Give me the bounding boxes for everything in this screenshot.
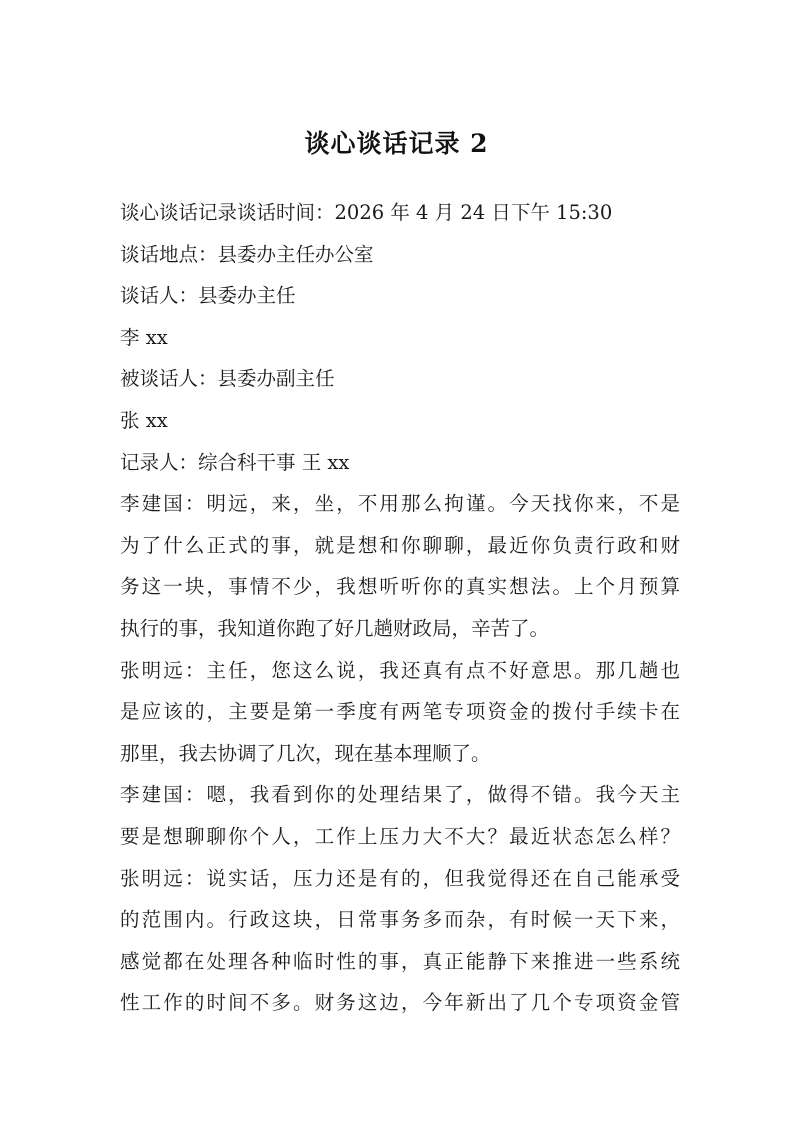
paragraph-line: 要是想聊聊你个人，工作上压力大不大？最近状态怎么样？ <box>120 824 680 848</box>
meeting-location-line: 谈话地点：县委办主任办公室 <box>120 242 374 266</box>
paragraph-line: 务这一块，事情不少，我想听听你的真实想法。上个月预算 <box>120 575 680 599</box>
paragraph-line: 性工作的时间不多。财务这边，今年新出了几个专项资金管 <box>120 991 680 1015</box>
paragraph-line: 那里，我去协调了几次，现在基本理顺了。 <box>120 741 491 765</box>
document-body <box>120 192 680 1024</box>
paragraph-line: 李建国：嗯，我看到你的处理结果了，做得不错。我今天主 <box>120 783 680 807</box>
interviewee-line: 被谈话人：县委办副主任 <box>120 367 335 391</box>
interviewee-name-line: 张 xx <box>120 408 168 432</box>
paragraph-line: 执行的事，我知道你跑了好几趟财政局，辛苦了。 <box>120 616 550 640</box>
paragraph-line: 李建国：明远，来，坐，不用那么拘谨。今天找你来，不是 <box>120 492 680 516</box>
paragraph-line: 感觉都在处理各种临时性的事，真正能静下来推进一些系统 <box>120 949 680 973</box>
paragraph-line: 的范围内。行政这块，日常事务多而杂，有时候一天下来， <box>120 908 680 932</box>
paragraph-line: 张明远：说实话，压力还是有的，但我觉得还在自己能承受 <box>120 866 680 890</box>
recorder-line: 记录人：综合科干事 王 xx <box>120 450 350 474</box>
interviewer-line: 谈话人：县委办主任 <box>120 284 296 308</box>
paragraph-line: 为了什么正式的事，就是想和你聊聊，最近你负责行政和财 <box>120 533 680 557</box>
meeting-time-line: 谈心谈话记录谈话时间：2026 年 4 月 24 日下午 15:30 <box>120 201 613 224</box>
document-title: 谈心谈话记录 2 <box>304 129 489 158</box>
paragraph-line: 张明远：主任，您这么说，我还真有点不好意思。那几趟也 <box>120 658 680 682</box>
interviewer-name-line: 李 xx <box>120 325 168 349</box>
paragraph-line: 是应该的，主要是第一季度有两笔专项资金的拨付手续卡在 <box>120 700 680 724</box>
